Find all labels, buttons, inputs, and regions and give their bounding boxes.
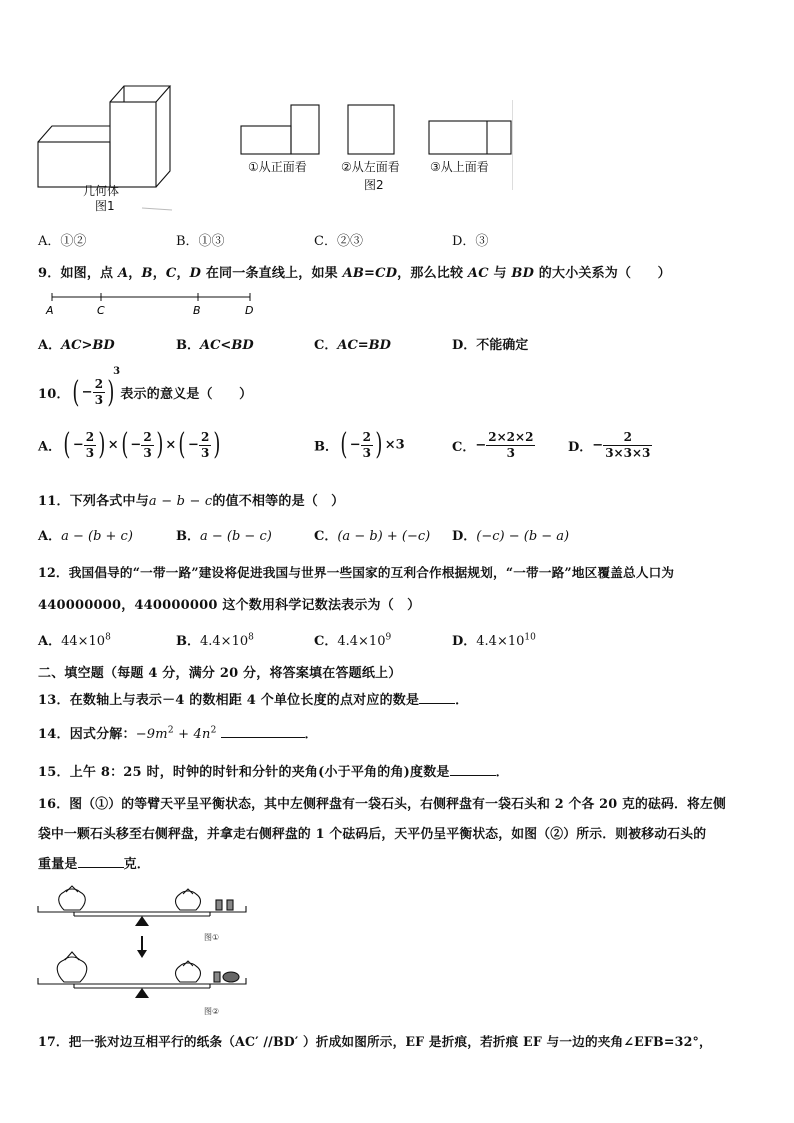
q9-option-b: B．AC<BD xyxy=(176,338,254,353)
q12-stem-line1: 12．我国倡导的“一带一路”建设将促进我国与世界一些国家的互利合作根据规划，“一带一路”地区覆盖总人口为 xyxy=(38,565,675,580)
front-view-drawing xyxy=(240,104,320,156)
figure-1-solid-label: 几何体 xyxy=(83,184,120,198)
q16-balance-figures xyxy=(34,880,264,1028)
q12-option-a: A．$44\times 10^8$ xyxy=(38,632,111,649)
q16-answer-blank[interactable] xyxy=(78,854,124,868)
q12-option-c: C．$4.4\times 10^9$ xyxy=(314,632,392,649)
q11-option-b: B．a − (b − c) xyxy=(176,529,272,544)
q8-option-d: D．③ xyxy=(452,234,489,249)
q12-option-d: D．$4.4\times 10^{10}$ xyxy=(452,632,536,649)
q17-stem: 17．把一张对边互相平行的纸条（AC′ //BD′ ）折成如图所示，EF 是折痕，若折痕 EF 与一边的夹角∠EFB=32°， xyxy=(38,1034,712,1049)
front-view-label: ①从正面看 xyxy=(248,160,307,174)
top-view-drawing xyxy=(428,120,514,156)
q9-point-b: B xyxy=(193,304,201,317)
q15-answer-blank[interactable] xyxy=(450,762,496,776)
q9-stem: 9．如图，点 A，B，C，D 在同一条直线上，如果 AB=CD，那么比较 AC 与 BD 的大小关系为（ ） xyxy=(38,266,671,281)
q13-answer-blank[interactable] xyxy=(419,690,455,704)
figure-1-caption: 图1 xyxy=(95,199,115,213)
q10-option-b: B．( − $\frac{2}{3}$ ) ×3 xyxy=(314,427,405,462)
q16-stem-line1: 16．图（①）的等臂天平呈平衡状态，其中左侧秤盘有一袋石头，右侧秤盘有一袋石头和 2 个各 20 克的砝码．将左侧 xyxy=(38,797,727,812)
q14-stem: 14．因式分解：$-9m^2 + 4n^2$ ． xyxy=(38,725,318,742)
q16-stem-line3: 重量是 克． xyxy=(38,853,150,872)
q12-stem-line2: 440000000，440000000 这个数用科学记数法表示为（ ） xyxy=(38,598,421,613)
q11-stem: 11．下列各式中与a − b − c的值不相等的是（ ） xyxy=(38,494,345,509)
left-view-drawing xyxy=(347,104,397,156)
q8-option-a: A．①② xyxy=(38,234,87,249)
q9-option-a: A．AC>BD xyxy=(38,338,115,353)
q8-option-b: B．①③ xyxy=(176,234,225,249)
q10-option-a: A．( − $\frac{2}{3}$ ) ×( − $\frac{2}{3}$ ) ×( − $\frac{2}{3}$ ) xyxy=(38,427,221,462)
q14-answer-blank[interactable] xyxy=(221,724,305,738)
q15-stem: 15．上午 8：25 时，时钟的时针和分针的夹角(小于平角的角)度数是 ． xyxy=(38,761,509,780)
q16-figure-2-label: 图② xyxy=(204,1007,220,1016)
q10-option-d: D．− $\frac{2}{3\times 3\times 3}$ xyxy=(568,430,651,460)
q8-option-c: C．②③ xyxy=(314,234,363,249)
q16-figure-1-label: 图① xyxy=(204,933,220,942)
q12-option-b: B．$4.4\times 10^8$ xyxy=(176,632,254,649)
q11-option-c: C．(a − b) + (−c) xyxy=(314,529,431,544)
left-view-label: ②从左面看 xyxy=(341,160,400,174)
q9-option-c: C．AC=BD xyxy=(314,338,391,353)
top-view-label: ③从上面看 xyxy=(430,160,489,174)
q9-line-diagram xyxy=(40,288,270,318)
q10-option-c: C．− $\frac{2\times 2\times 2}{3}$ xyxy=(452,430,534,460)
q9-point-a: A xyxy=(46,304,54,317)
q11-option-a: A．a − (b + c) xyxy=(38,529,133,544)
q9-option-d: D．不能确定 xyxy=(452,338,529,353)
section-2-title: 二、填空题（每题 4 分，满分 20 分，将答案填在答题纸上） xyxy=(38,666,402,681)
figure-2-caption: 图2 xyxy=(364,178,384,192)
q9-point-c: C xyxy=(97,304,105,317)
q16-stem-line2: 袋中一颗石头移至右侧秤盘，并拿走右侧秤盘的 1 个砝码后，天平仍呈平衡状态，如图（②）所示．则被移动石头的 xyxy=(38,827,707,842)
q13-stem: 13．在数轴上与表示－4 的数相距 4 个单位长度的点对应的数是 ． xyxy=(38,689,468,708)
q11-option-d: D．(−c) − (b − a) xyxy=(452,529,570,544)
q10-stem: 10．( − $\frac{2}{3}$ )$^3$表示的意义是（ ） xyxy=(38,366,253,410)
q9-point-d: D xyxy=(245,304,254,317)
